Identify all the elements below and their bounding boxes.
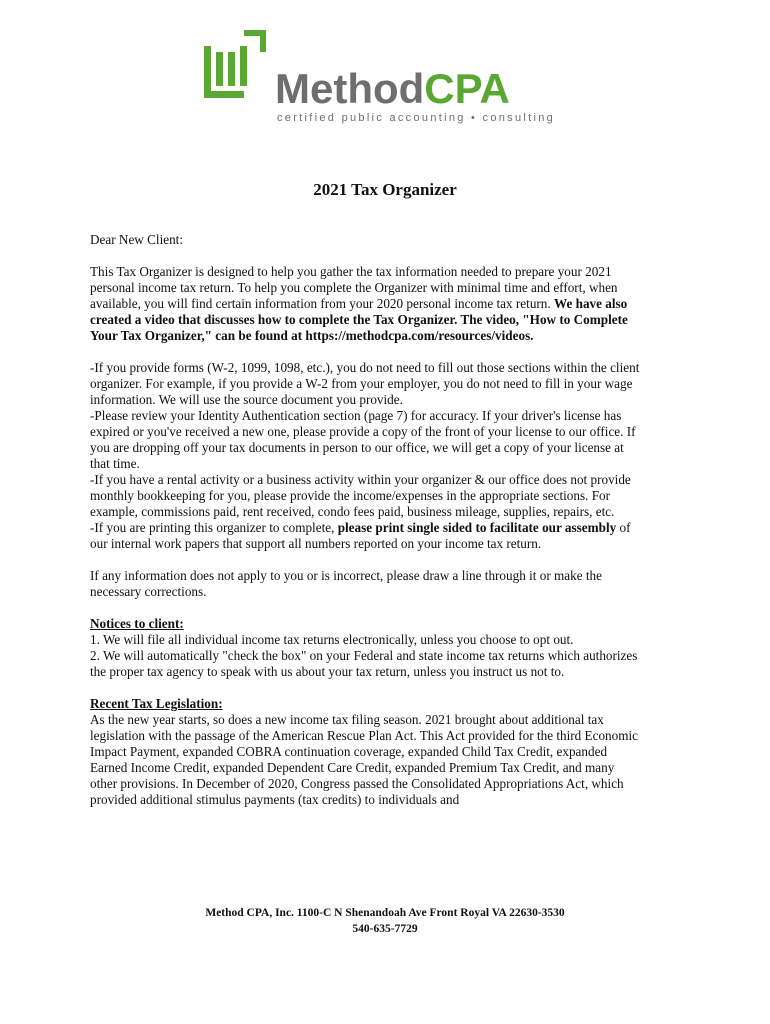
correction-note: If any information does not apply to you or is incorrect, please draw a line through it or make the necessary corrections. (90, 568, 602, 599)
logo-word-method: Method (275, 65, 425, 112)
footer-phone: 540-635-7729 (352, 923, 418, 935)
instruction-forms: -If you provide forms (W-2, 1099, 1098, etc.), you do not need to fill out those sections within the client organizer. For example, if you provide a W-2 from your employer, you do not need to fill in your wage information. We will use the source document you provide. (90, 360, 640, 407)
page-footer (0, 905, 770, 937)
logo-tagline: certified public accounting • consulting (277, 112, 556, 124)
legislation-heading: Recent Tax Legislation: (90, 696, 223, 711)
logo-wordmark (275, 65, 510, 112)
printing-end: of our internal work papers that support all numbers reported on your income tax return. (90, 520, 631, 551)
intro-text: This Tax Organizer is designed to help you gather the tax information needed to prepare your 2021 personal income tax return. To help you complete the Organizer with minimal time and effort, when available, you will find certain information from your 2020 personal income tax return. (90, 264, 618, 311)
notices-heading: Notices to client: (90, 616, 184, 631)
notice-item-2: 2. We will automatically "check the box" on your Federal and state income tax returns which authorizes the proper tax agency to speak with us about your tax return, unless you instruct us not to. (90, 648, 638, 679)
legislation-text: As the new year starts, so does a new income tax filing season. 2021 brought about additional tax legislation with the passage of the American Rescue Plan Act. This Act provided for the third Economic Impact Payment, expanded COBRA continuation coverage, expanded Child Tax Credit, expanded Earned Income Credit, expanded Dependent Care Credit, expanded Premium Tax Credit, and many other provisions. In December of 2020, Congress passed the Consolidated Appropriations Act, which provided additional stimulus payments (tax credits) to individuals and (90, 712, 639, 807)
document-title: 2021 Tax Organizer (313, 180, 457, 199)
instruction-rental: -If you have a rental activity or a business activity within your organizer & our office does not provide monthly bookkeeping for you, please provide the income/expenses in the appropriate sections. For example, commissions paid, rent received, condo fees paid, business mileage, supplies, repairs, etc. (90, 472, 631, 519)
instruction-identity: -Please review your Identity Authentication section (page 7) for accuracy. If your driver's license has expired or you've received a new one, please provide a copy of the front of your license to our office. If you are dropping off your tax documents in person to our office, we will get a copy of your license at that time. (90, 408, 636, 471)
logo-mark-icon (200, 30, 270, 102)
letter-body (90, 232, 640, 808)
printing-start: -If you are printing this organizer to complete, (90, 520, 338, 535)
intro-video-note: We have also created a video that discusses how to complete the Tax Organizer. The video, "How to Complete Your Tax Organizer," can be found at https://methodcpa.com/resources/videos. (90, 296, 628, 343)
instruction-printing (90, 520, 640, 552)
salutation: Dear New Client: (90, 232, 184, 247)
methodcpa-logo (200, 30, 556, 130)
footer-address: Method CPA, Inc. 1100-C N Shenandoah Ave Front Royal VA 22630-3530 (205, 907, 565, 919)
logo-word-cpa: CPA (424, 65, 510, 112)
notice-item-1: 1. We will file all individual income tax returns electronically, unless you choose to opt out. (90, 632, 574, 647)
intro-paragraph (90, 264, 640, 344)
printing-bold: please print single sided to facilitate our assembly (337, 520, 617, 535)
